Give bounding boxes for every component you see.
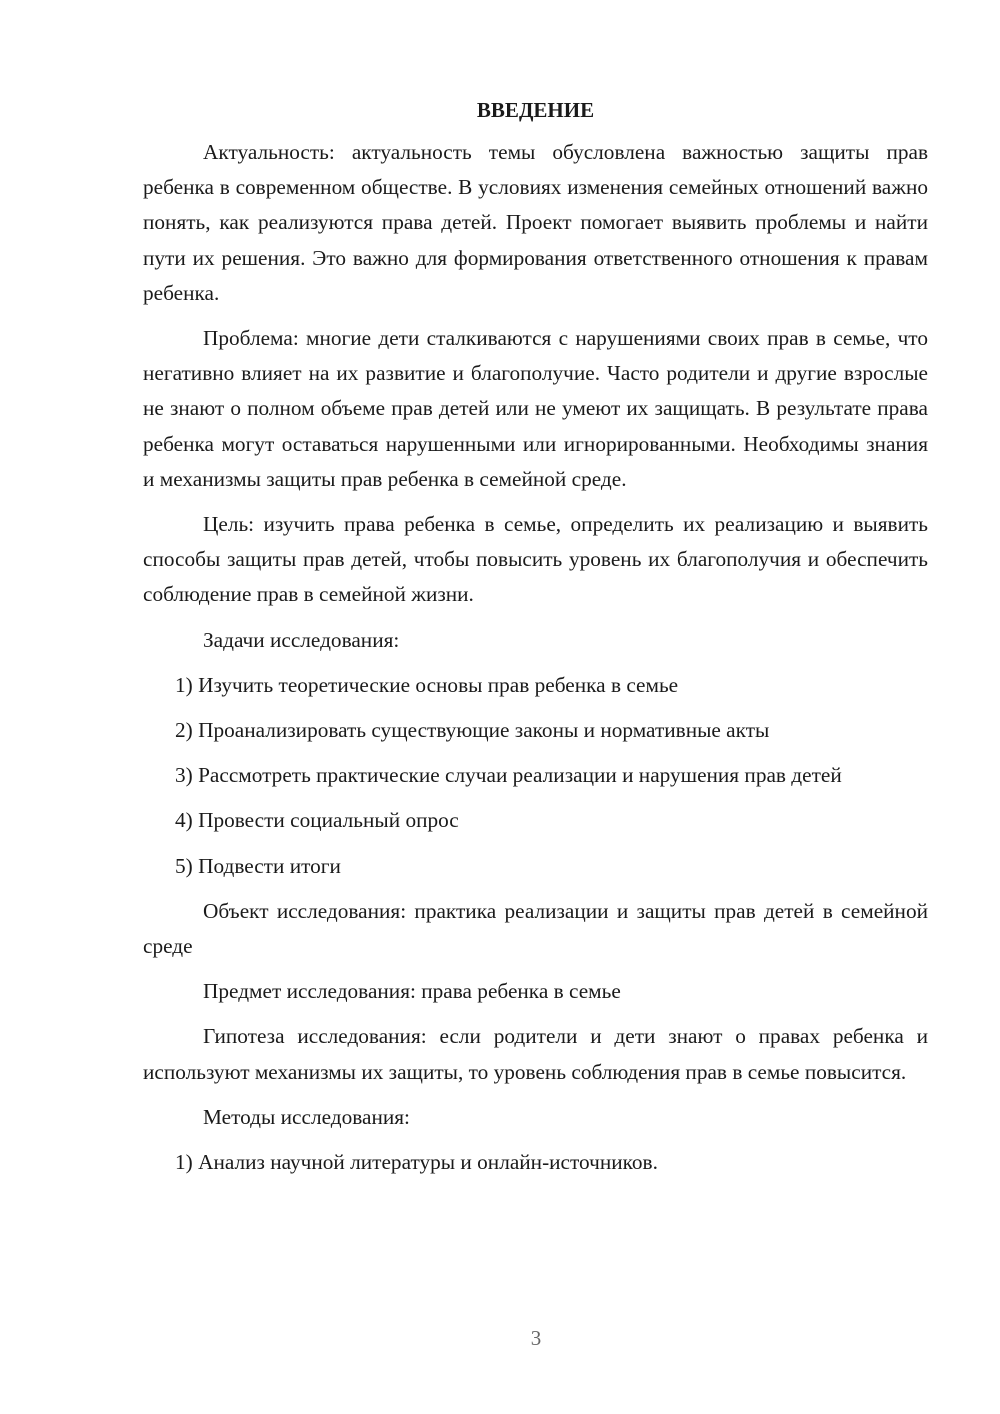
page-content [143, 93, 928, 1190]
hypothesis-paragraph: Гипотеза исследования: если родители и дети знают о правах ребенка и используют механизмы их защиты, то уровень соблюдения прав в семье повысится. [143, 1024, 928, 1084]
tasks-heading: Задачи исследования: [203, 627, 400, 652]
method-item: 1) Анализ научной литературы и онлайн-источников. [175, 1150, 658, 1175]
problem-paragraph: Проблема: многие дети сталкиваются с нарушениями своих прав в семье, что негативно влияет на их развитие и благополучие. Часто родители и другие взрослые не знают о полном объеме прав детей или не умеют их защищать. В результате права ребенка могут оставаться нарушенными или игнорированными. Необходимы знания и механизмы защиты прав ребенка в семейной среде. [143, 326, 928, 491]
task-item: 5) Подвести итоги [175, 853, 341, 878]
methods-heading: Методы исследования: [203, 1104, 410, 1129]
task-item: 4) Провести социальный опрос [175, 808, 459, 833]
task-item: 2) Проанализировать существующие законы и нормативные акты [175, 718, 770, 743]
relevance-paragraph: Актуальность: актуальность темы обусловлена важностью защиты прав ребенка в современном обществе. В условиях изменения семейных отношений важно понять, как реализуются права детей. Проект помогает выявить проблемы и найти пути их решения. Это важно для формирования ответственного отношения к правам ребенка. [143, 140, 928, 305]
task-item: 1) Изучить теоретические основы прав ребенка в семье [175, 672, 679, 697]
object-paragraph: Объект исследования: практика реализации и защиты прав детей в семейной среде [143, 898, 928, 959]
subject-paragraph: Предмет исследования: права ребенка в семье [203, 979, 621, 1004]
page-number: 3 [530, 1326, 542, 1350]
page-title: ВВЕДЕНИЕ [476, 98, 595, 122]
task-item: 3) Рассмотреть практические случаи реализации и нарушения прав детей [175, 763, 842, 788]
goal-paragraph: Цель: изучить права ребенка в семье, определить их реализацию и выявить способы защиты прав детей, чтобы повысить уровень их благополучия и обеспечить соблюдение прав в семейной жизни. [143, 512, 928, 607]
